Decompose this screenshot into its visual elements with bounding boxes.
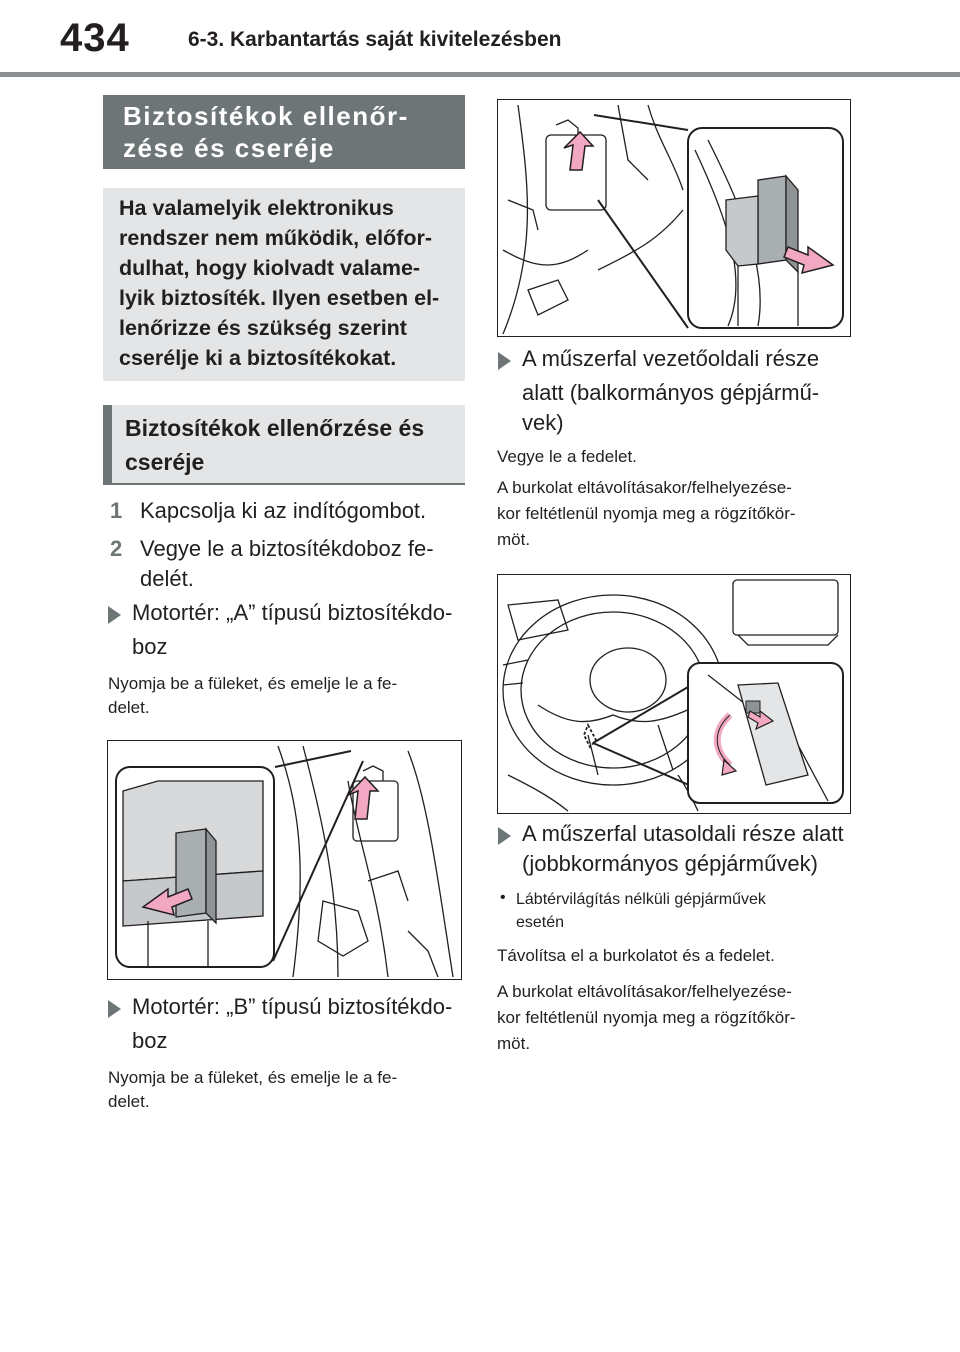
- bullet-text: Lábtérvilágítás nélküli gépjárművek: [516, 891, 766, 908]
- intro-line: Ha valamelyik elektronikus: [119, 196, 394, 220]
- figure-fuse-box-b: [497, 99, 851, 337]
- step-number: 2: [110, 536, 123, 561]
- figure-dashboard-panel: [497, 574, 851, 814]
- step-number: 1: [110, 498, 123, 523]
- section-title-line-1: Biztosítékok ellenőr-: [123, 101, 409, 131]
- item-arrow-icon: [498, 827, 511, 845]
- item-description: Nyomja be a füleket, és emelje le a fe-: [108, 1068, 398, 1087]
- step-text: Vegye le a biztosítékdoboz fe-: [140, 536, 434, 561]
- inset-c: [688, 663, 843, 803]
- inset-a: [116, 767, 274, 967]
- step-text: Kapcsolja ki az indítógombot.: [140, 498, 427, 523]
- item-heading: Motortér: „B” típusú biztosítékdo-: [132, 994, 453, 1019]
- arrow-icon: [564, 132, 593, 170]
- page-number: 434: [60, 16, 130, 60]
- intro-line: lyik biztosíték. Ilyen esetben el-: [119, 286, 440, 310]
- section-title-line-2: zése és cseréje: [123, 133, 335, 163]
- item-description: A burkolat eltávolításakor/felhelyezése-: [497, 982, 792, 1001]
- subsection-heading-line-2: cseréje: [125, 449, 205, 475]
- item-description: möt.: [497, 530, 531, 549]
- item-heading: Motortér: „A” típusú biztosítékdo-: [132, 600, 453, 625]
- header-rule: [0, 72, 960, 77]
- item-description: kor feltétlenül nyomja meg a rögzítőkör-: [497, 504, 796, 523]
- figure-fuse-box-a: [107, 740, 462, 980]
- intro-line: dulhat, hogy kiolvadt valame-: [119, 256, 421, 280]
- item-heading: A műszerfal utasoldali része alatt: [522, 821, 844, 846]
- intro-box: [103, 188, 465, 381]
- bullet-text: esetén: [516, 914, 565, 931]
- intro-line: lenőrizze és szükség szerint: [119, 316, 407, 340]
- item-description: möt.: [497, 1034, 531, 1053]
- step-text: delét.: [140, 566, 194, 591]
- item-heading: vek): [522, 410, 564, 435]
- item-description: Távolítsa el a burkolatot és a fedelet.: [497, 946, 775, 965]
- chapter-title: 6-3. Karbantartás saját kivitelezésben: [188, 28, 562, 51]
- item-heading: boz: [132, 634, 168, 659]
- subsection-heading: [103, 405, 465, 485]
- item-arrow-icon: [498, 352, 511, 370]
- item-arrow-icon: [108, 1000, 121, 1018]
- inset-b: [688, 128, 843, 328]
- item-description: delet.: [108, 698, 150, 717]
- bullet-icon: •: [500, 889, 506, 906]
- item-description: kor feltétlenül nyomja meg a rögzítőkör-: [497, 1008, 796, 1027]
- item-heading: boz: [132, 1028, 168, 1053]
- item-description: A burkolat eltávolításakor/felhelyezése-: [497, 478, 792, 497]
- item-description: delet.: [108, 1092, 150, 1111]
- subsection-heading-line-1: Biztosítékok ellenőrzése és: [125, 415, 425, 441]
- section-title-box: [103, 95, 465, 169]
- item-description: Vegye le a fedelet.: [497, 447, 637, 466]
- intro-line: rendszer nem működik, előfor-: [119, 226, 433, 250]
- item-heading: alatt (balkormányos gépjármű-: [522, 380, 820, 405]
- item-description: Nyomja be a füleket, és emelje le a fe-: [108, 674, 398, 693]
- intro-line: cserélje ki a biztosítékokat.: [119, 346, 397, 370]
- item-heading: A műszerfal vezetőoldali része: [522, 346, 820, 371]
- item-heading: (jobbkormányos gépjárművek): [522, 851, 818, 876]
- item-arrow-icon: [108, 606, 121, 624]
